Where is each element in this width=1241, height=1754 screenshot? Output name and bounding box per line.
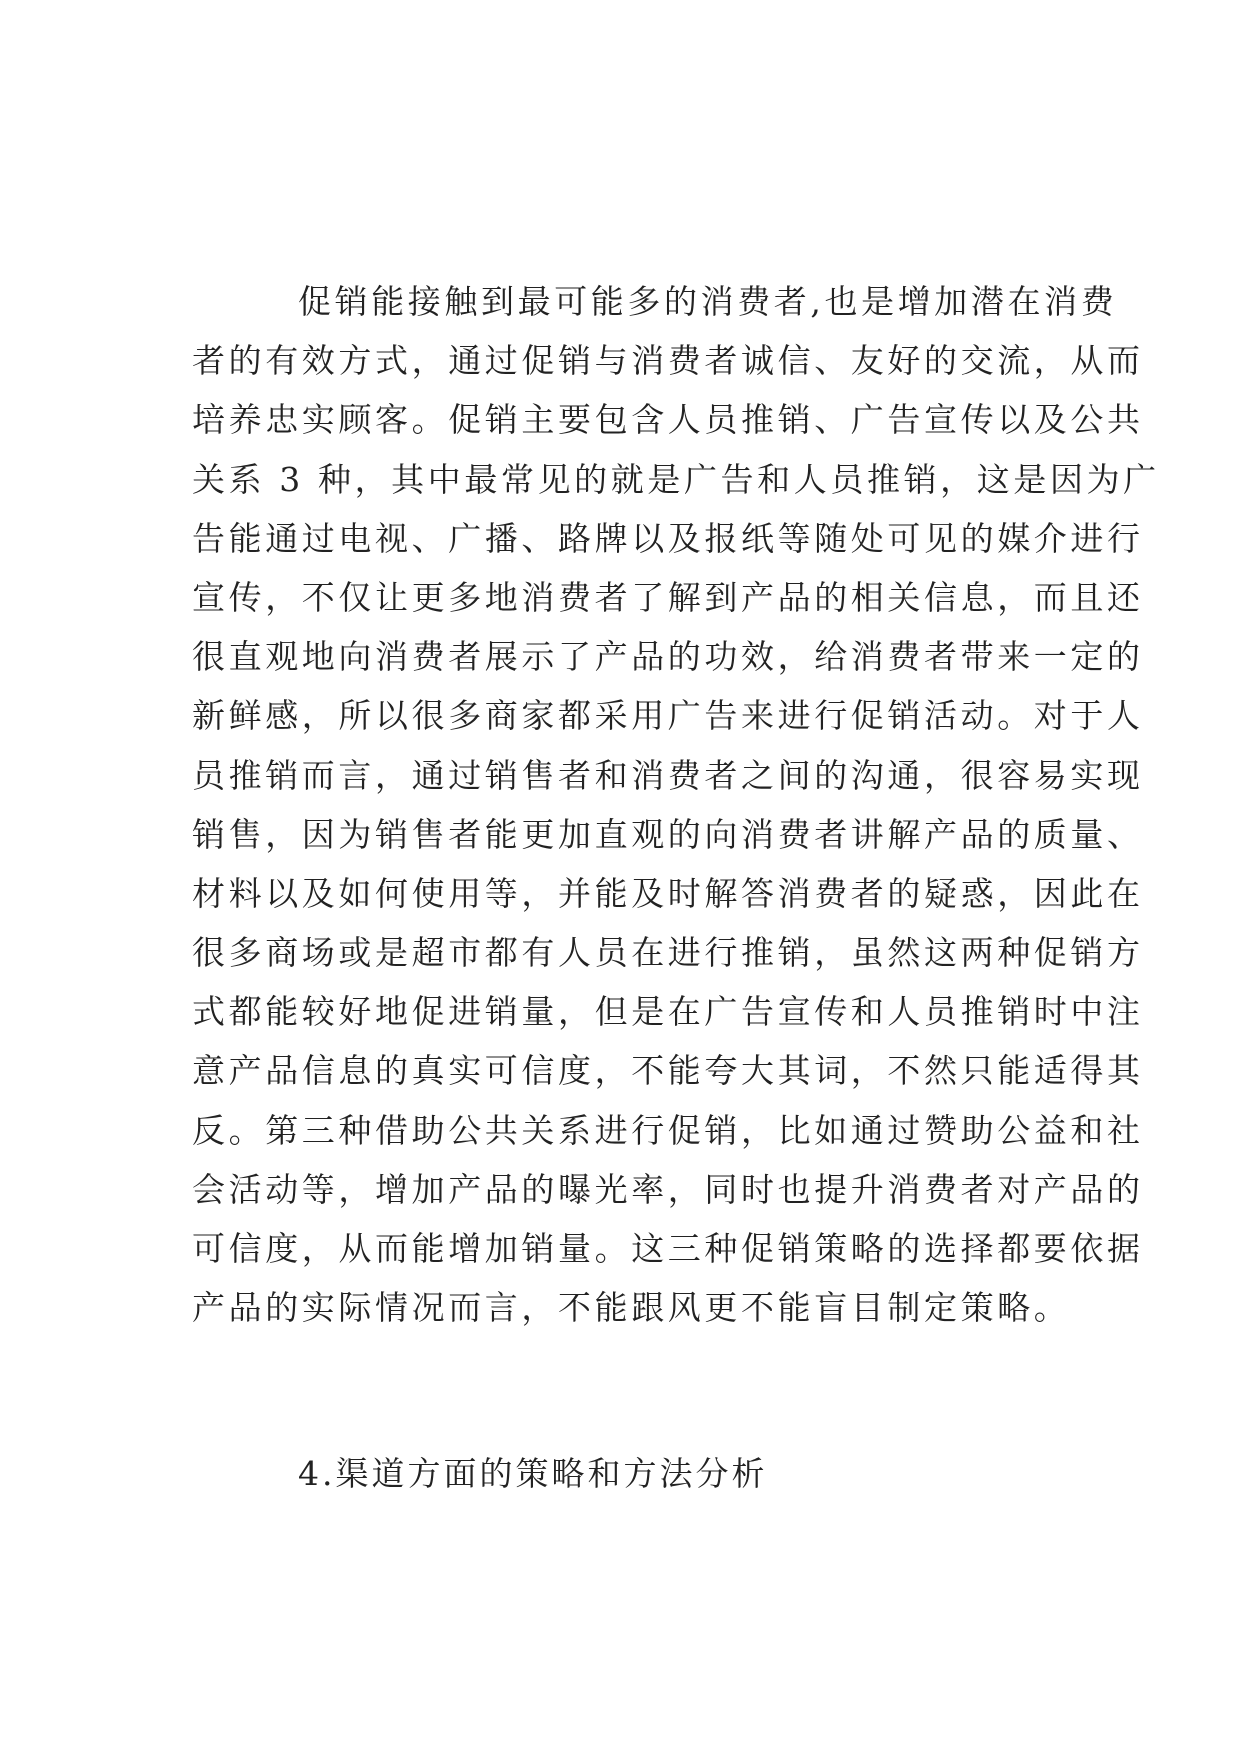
section-heading: 4.渠道方面的策略和方法分析 [298,1454,768,1493]
promotion-paragraph [192,272,1160,1337]
paragraph-line: 反。第三种借助公共关系进行促销，比如通过赞助公益和社 [192,1110,1144,1150]
paragraph-line: 材料以及如何使用等，并能及时解答消费者的疑惑，因此在 [192,873,1144,913]
paragraph-line: 会活动等，增加产品的曝光率，同时也提升消费者对产品的 [192,1169,1144,1209]
paragraph-line: 员推销而言，通过销售者和消费者之间的沟通，很容易实现 [192,755,1144,795]
paragraph-line: 宣传，不仅让更多地消费者了解到产品的相关信息，而且还 [192,577,1144,617]
paragraph-line: 可信度，从而能增加销量。这三种促销策略的选择都要依据 [192,1229,1144,1268]
paragraph-line: 告能通过电视、广播、路牌以及报纸等随处可见的媒介进行 [192,518,1144,558]
paragraph-line: 产品的实际情况而言，不能跟风更不能盲目制定策略。 [192,1288,1071,1328]
paragraph-line: 意产品信息的真实可信度，不能夸大其词，不然只能适得其 [192,1051,1144,1091]
paragraph-line: 促销能接触到最可能多的消费者,也是增加潜在消费 [298,282,1118,321]
paragraph-line: 很直观地向消费者展示了产品的功效，给消费者带来一定的 [192,637,1144,677]
paragraph-line: 培养忠实顾客。促销主要包含人员推销、广告宣传以及公共 [192,400,1144,440]
paragraph-line: 式都能较好地促进销量，但是在广告宣传和人员推销时中注 [192,992,1144,1032]
paragraph-line: 关系 3 种，其中最常见的就是广告和人员推销，这是因为广 [192,459,1160,499]
paragraph-line: 很多商场或是超市都有人员在进行推销，虽然这两种促销方 [192,933,1144,973]
paragraph-line: 者的有效方式，通过促销与消费者诚信、友好的交流，从而 [192,341,1144,381]
paragraph-line: 新鲜感，所以很多商家都采用广告来进行促销活动。对于人 [192,696,1144,736]
paragraph-line: 销售，因为销售者能更加直观的向消费者讲解产品的质量、 [192,814,1144,854]
